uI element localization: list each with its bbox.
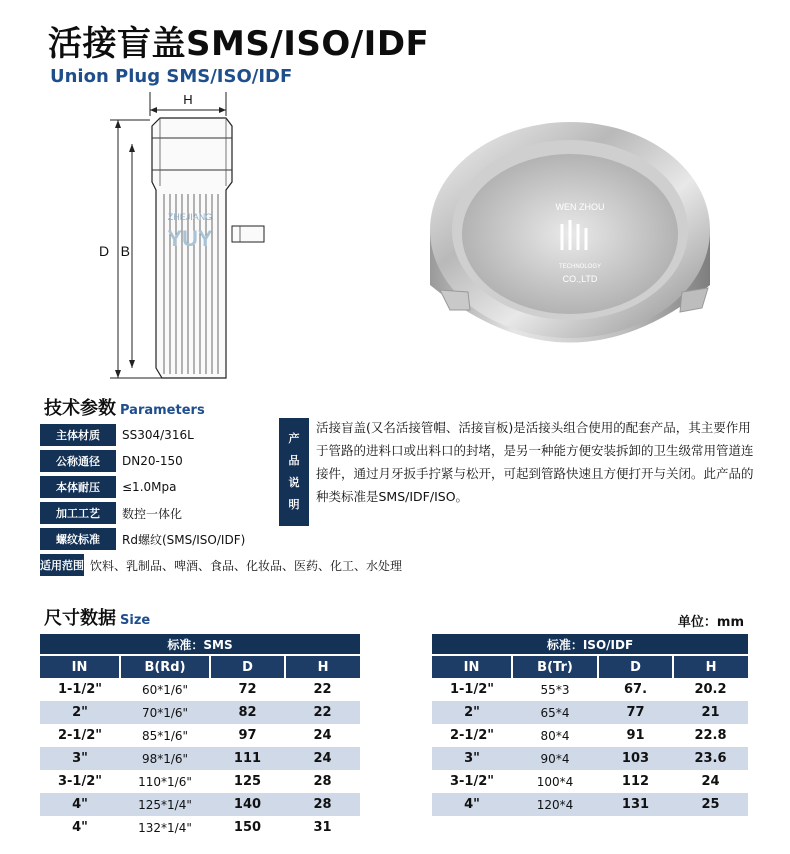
table-cell: 25	[673, 793, 748, 816]
table-cell: 80*4	[540, 728, 570, 743]
table-cell: 3"	[432, 747, 512, 770]
params-heading	[44, 394, 205, 420]
unit-label: 单位：mm	[677, 615, 744, 630]
table-cell: 2"	[40, 701, 120, 724]
table-row	[40, 793, 360, 816]
param-label: 公称通径	[40, 450, 116, 472]
param-label: 加工工艺	[40, 502, 116, 524]
table-cell: 3-1/2"	[57, 774, 103, 789]
table-cell: 4"	[40, 793, 120, 816]
column-header: B(Tr)	[512, 655, 598, 678]
watermark-text: ZHEJIANG	[167, 212, 213, 222]
table-cell: 3-1/2"	[449, 774, 495, 789]
param-label: 主体材质	[40, 424, 116, 446]
param-value: Rd螺纹(SMS/ISO/IDF)	[122, 532, 246, 547]
param-row	[40, 554, 403, 576]
table-cell: 24	[285, 747, 360, 770]
table-cell: 60*1/6"	[141, 682, 189, 697]
table-cell: 77	[598, 701, 673, 724]
description-label-char: 品	[288, 454, 300, 467]
table-cell: 31	[313, 820, 332, 835]
label-d: D	[98, 243, 110, 259]
table-row	[432, 678, 748, 701]
param-row	[40, 450, 270, 472]
table-cell: 103	[598, 747, 673, 770]
table-cell: 82	[210, 701, 285, 724]
dimension-drawing	[90, 86, 290, 386]
table-cell: 21	[673, 701, 748, 724]
table-cell: 125	[233, 774, 262, 789]
table-cell: 111	[210, 747, 285, 770]
table-row	[40, 816, 360, 839]
table-cell: 2-1/2"	[449, 728, 495, 743]
sms-standard-header: 标准：SMS	[40, 634, 360, 655]
table-row	[40, 678, 360, 701]
param-value: SS304/316L	[122, 428, 194, 442]
table-cell: 110*1/6"	[138, 774, 192, 789]
param-label: 适用范围	[40, 554, 84, 576]
table-cell: 67.	[623, 682, 648, 697]
table-cell: 24	[701, 774, 720, 789]
table-row	[40, 770, 360, 793]
table-cell: 140	[210, 793, 285, 816]
table-cell: 85*1/6"	[141, 728, 189, 743]
table-cell: 24	[313, 728, 332, 743]
table-cell: 22.8	[694, 728, 727, 743]
table-cell: 20.2	[694, 682, 727, 697]
param-label: 螺纹标准	[40, 528, 116, 550]
table-cell: 4"	[72, 820, 88, 835]
description-label	[279, 418, 309, 526]
table-cell: 150	[233, 820, 262, 835]
table-row	[432, 747, 748, 770]
label-b: B	[120, 243, 130, 259]
table-cell: 28	[313, 774, 332, 789]
table-cell: 131	[598, 793, 673, 816]
table-cell: 55*3	[540, 682, 570, 697]
photo-watermark-city: WEN ZHOU	[555, 202, 605, 212]
description-text: 活接盲盖(又名活接管帽、活接盲板)是活接头组合使用的配套产品，其主要作用于管路的进料口或出料口的封堵，是另一种能方便安装拆卸的卫生级常用管道连接件，通过月牙扳手拧紧与松开，可起到管路快速且方便打开与关闭。此产品的种类标准是SMS/IDF/ISO。	[316, 420, 754, 504]
table-row	[40, 747, 360, 770]
table-cell: 98*1/6"	[120, 747, 210, 770]
table-cell: 2"	[432, 701, 512, 724]
params-list	[40, 424, 403, 580]
column-header: B(Rd)	[120, 655, 210, 678]
table-cell: 72	[238, 682, 257, 697]
table-cell: 65*4	[512, 701, 598, 724]
table-cell: 23.6	[673, 747, 748, 770]
size-heading	[44, 604, 150, 630]
table-cell: 22	[313, 682, 332, 697]
column-header: H	[285, 655, 360, 678]
size-heading-en: Size	[120, 613, 151, 628]
photo-watermark-co: CO.,LTD	[562, 274, 598, 284]
description-label-char: 产	[288, 432, 300, 445]
param-value: DN20-150	[122, 454, 183, 468]
table-cell: 4"	[432, 793, 512, 816]
table-cell: 28	[285, 793, 360, 816]
page-title: 活接盲盖SMS/ISO/IDF	[48, 24, 430, 64]
iso-standard-header: 标准：ISO/IDF	[432, 634, 748, 655]
table-cell: 90*4	[512, 747, 598, 770]
param-row	[40, 528, 270, 550]
table-row	[432, 701, 748, 724]
param-row	[40, 424, 270, 446]
description-label-char: 明	[288, 498, 300, 511]
table-cell: 120*4	[512, 793, 598, 816]
table-row	[432, 793, 748, 816]
photo-watermark-tech: TECHNOLOGY	[558, 264, 602, 270]
params-heading-en: Parameters	[120, 403, 205, 418]
column-header: H	[673, 655, 748, 678]
table-cell: 100*4	[536, 774, 574, 789]
table-cell: 97	[238, 728, 257, 743]
table-row	[432, 770, 748, 793]
table-cell: 22	[285, 701, 360, 724]
table-row	[40, 724, 360, 747]
watermark-logo: YUY	[167, 226, 213, 251]
param-row	[40, 502, 270, 524]
label-h: H	[183, 92, 193, 107]
param-row	[40, 476, 270, 498]
params-heading-cn: 技术参数	[44, 398, 116, 419]
table-cell: 112	[621, 774, 650, 789]
param-value: ≤1.0Mpa	[122, 480, 177, 494]
table-cell: 3"	[40, 747, 120, 770]
table-cell: 1-1/2"	[57, 682, 103, 697]
table-cell: 2-1/2"	[57, 728, 103, 743]
size-heading-cn: 尺寸数据	[44, 608, 116, 629]
page-subtitle: Union Plug SMS/ISO/IDF	[50, 66, 293, 87]
iso-size-table	[432, 634, 748, 816]
column-header: IN	[432, 655, 512, 678]
table-row	[432, 724, 748, 747]
table-cell: 91	[626, 728, 645, 743]
column-header: D	[598, 655, 673, 678]
param-value: 饮料、乳制品、啤酒、食品、化妆品、医药、化工、水处理	[90, 558, 403, 573]
param-value: 数控一体化	[122, 506, 183, 521]
table-row	[40, 701, 360, 724]
table-cell: 70*1/6"	[120, 701, 210, 724]
description-label-char: 说	[288, 476, 300, 489]
product-photo	[410, 100, 730, 400]
table-cell: 132*1/4"	[138, 820, 192, 835]
sms-size-table	[40, 634, 360, 839]
table-cell: 1-1/2"	[449, 682, 495, 697]
param-label: 本体耐压	[40, 476, 116, 498]
column-header: D	[210, 655, 285, 678]
column-header: IN	[40, 655, 120, 678]
table-cell: 125*1/4"	[120, 793, 210, 816]
